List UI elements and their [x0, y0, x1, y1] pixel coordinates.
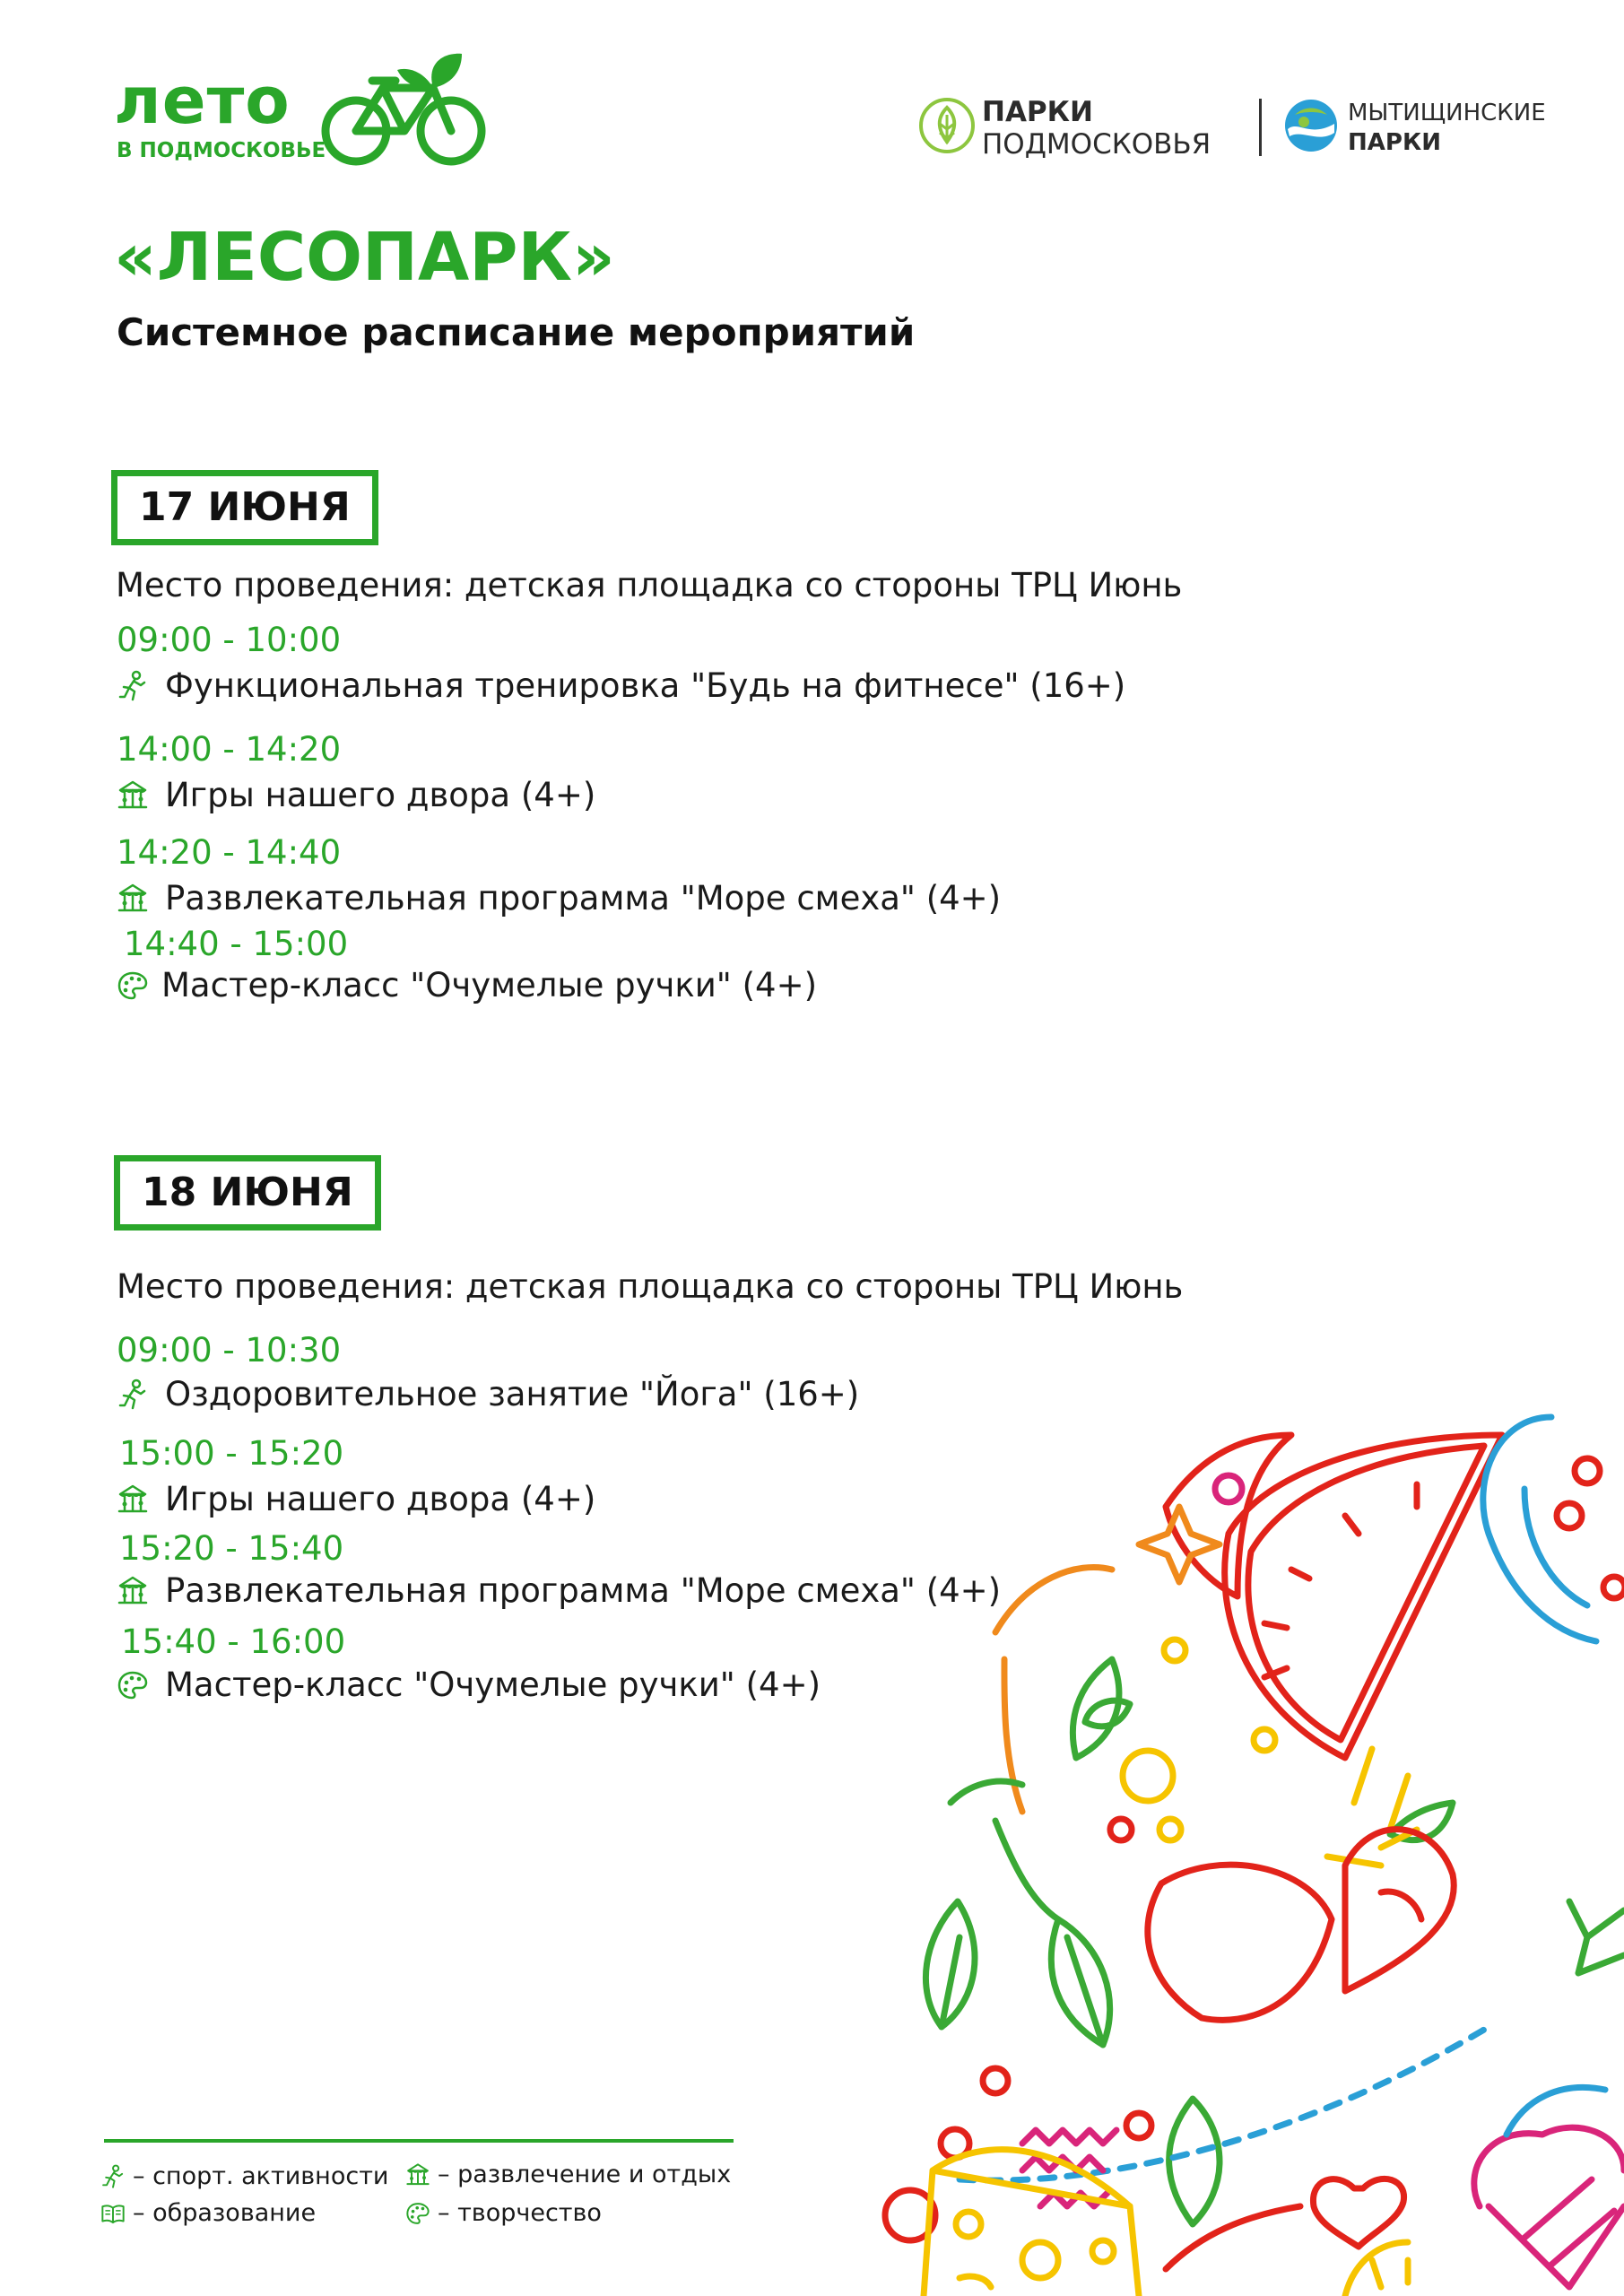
date-box-day-1: 17 ИЮНЯ: [111, 470, 378, 545]
date-box-day-2: 18 ИЮНЯ: [114, 1155, 381, 1231]
event-title: Развлекательная программа "Море смеха" (4+): [165, 1571, 1002, 1610]
event-time: 14:40 - 15:00: [124, 925, 349, 963]
legend-label: – спорт. активности: [133, 2162, 389, 2190]
event-title: Мастер-класс "Очумелые ручки" (4+): [165, 1665, 821, 1704]
event-time: 14:20 - 14:40: [117, 833, 342, 872]
legend-item-creativity: [405, 2199, 602, 2227]
bicycle-logo-icon: [318, 45, 489, 170]
event-row: [117, 1375, 860, 1413]
partner-parks-bottom: ПОДМОСКОВЬЯ: [982, 128, 1211, 161]
event-row: [117, 1665, 821, 1704]
event-row: [117, 666, 1126, 705]
sport-icon: [100, 2164, 126, 2189]
carousel-icon: [117, 1483, 149, 1516]
palette-icon: [117, 1669, 149, 1701]
carousel-icon: [405, 2162, 430, 2187]
summer-doodle-illustration: [843, 1399, 1624, 2296]
legend-item-education: [100, 2199, 316, 2227]
carousel-icon: [117, 779, 149, 812]
venue-day-1: Место проведения: детская площадка со стороны ТРЦ Июнь: [116, 566, 1183, 604]
event-row: [117, 879, 1002, 918]
event-title: Мастер-класс "Очумелые ручки" (4+): [161, 966, 818, 1004]
sport-icon: [117, 670, 149, 702]
header-divider: [1259, 99, 1262, 156]
legend-item-sport: [100, 2162, 388, 2190]
book-icon: [100, 2201, 126, 2226]
event-time: 15:20 - 15:40: [119, 1529, 344, 1568]
legend-label: – образование: [133, 2199, 317, 2227]
event-title: Функциональная тренировка "Будь на фитнесе" (16+): [165, 666, 1126, 705]
event-time: 09:00 - 10:00: [117, 621, 342, 659]
event-time: 15:00 - 15:20: [119, 1434, 344, 1473]
legend-label: – творчество: [438, 2199, 602, 2227]
palette-icon: [117, 970, 149, 1002]
event-title: Развлекательная программа "Море смеха" (4+): [165, 879, 1002, 918]
parks-podmoskovya-logo-icon: [918, 97, 976, 154]
palette-icon: [405, 2201, 430, 2226]
event-title: Игры нашего двора (4+): [165, 1480, 596, 1518]
event-row: [117, 1480, 596, 1518]
event-title: Игры нашего двора (4+): [165, 776, 596, 814]
brand-subtitle: В ПОДМОСКОВЬЕ: [117, 139, 326, 162]
mytishchi-parks-logo-icon: [1282, 97, 1340, 154]
venue-day-2: Место проведения: детская площадка со стороны ТРЦ Июнь: [117, 1267, 1184, 1306]
legend-label: – развлечение и отдых: [438, 2161, 732, 2188]
event-row: [117, 966, 818, 1004]
page-subtitle: Системное расписание мероприятий: [117, 310, 916, 354]
partner-parks-top: ПАРКИ: [982, 96, 1093, 128]
sport-icon: [117, 1378, 149, 1411]
heart-icon: [1148, 1865, 1332, 2020]
carousel-icon: [117, 883, 149, 915]
event-time: 15:40 - 16:00: [121, 1622, 346, 1661]
partner-mytishchi-bottom: ПАРКИ: [1348, 129, 1441, 156]
event-time: 09:00 - 10:30: [117, 1331, 342, 1370]
event-row: [117, 778, 595, 812]
partner-mytishchi-top: МЫТИЩИНСКИЕ: [1348, 100, 1546, 126]
page-title: «ЛЕСОПАРК»: [114, 219, 615, 296]
brand-wordmark: лето: [114, 63, 291, 138]
legend-divider: [104, 2139, 734, 2143]
event-time: 14:00 - 14:20: [117, 730, 342, 769]
event-title: Оздоровительное занятие "Йога" (16+): [165, 1375, 860, 1413]
legend-item-entertainment: [405, 2161, 731, 2188]
carousel-icon: [117, 1575, 149, 1607]
